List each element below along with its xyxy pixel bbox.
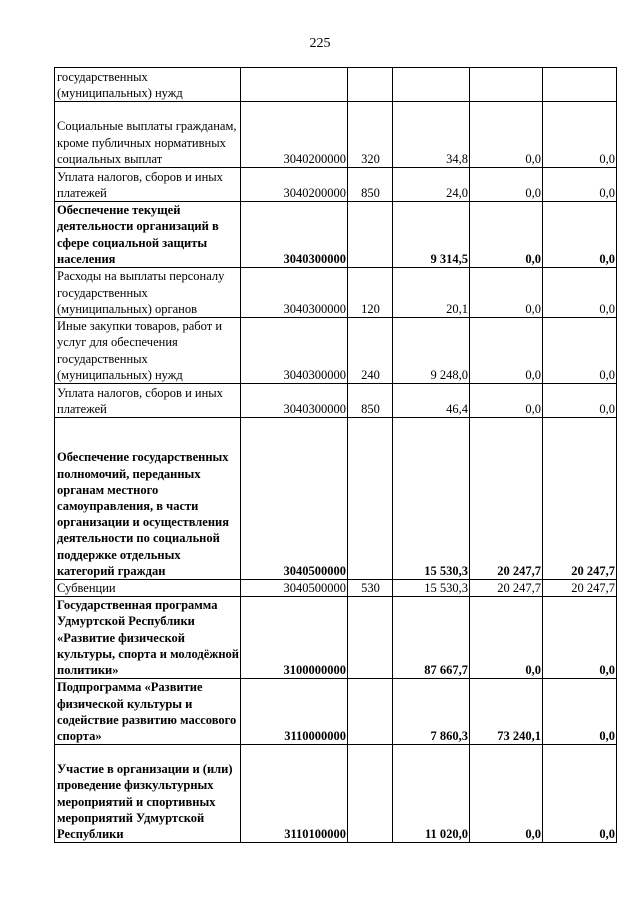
row-target-code: 3040200000 <box>241 102 348 168</box>
row-amount-year-1: 87 667,7 <box>393 597 470 679</box>
row-name: Государственная программа Удмуртской Республики «Развитие физической культуры, спорта и молодёжной политики» <box>55 597 241 679</box>
row-amount-year-2: 20 247,7 <box>470 418 543 580</box>
table-row <box>55 68 617 102</box>
row-amount-year-3: 0,0 <box>543 268 617 318</box>
row-amount-year-2: 0,0 <box>470 102 543 168</box>
row-expense-type: 120 <box>348 268 393 318</box>
page-number: 225 <box>309 36 331 51</box>
row-target-code: 3040500000 <box>241 418 348 580</box>
row-expense-type: 320 <box>348 102 393 168</box>
row-target-code: 3040500000 <box>241 580 348 597</box>
table-row <box>55 202 617 268</box>
row-amount-year-3: 0,0 <box>543 168 617 202</box>
row-name: Иные закупки товаров, работ и услуг для обеспечения государственных (муниципальных) нужд <box>55 318 241 384</box>
row-amount-year-3: 20 247,7 <box>543 418 617 580</box>
row-amount-year-3: 0,0 <box>543 597 617 679</box>
row-amount-year-2 <box>470 68 543 102</box>
row-amount-year-2: 0,0 <box>470 202 543 268</box>
row-expense-type: 850 <box>348 168 393 202</box>
row-amount-year-3: 0,0 <box>543 745 617 843</box>
table-row <box>55 597 617 679</box>
row-target-code: 3040300000 <box>241 268 348 318</box>
table-row <box>55 268 617 318</box>
row-name: Расходы на выплаты персоналу государственных (муниципальных) органов <box>55 268 241 318</box>
row-amount-year-3: 0,0 <box>543 202 617 268</box>
row-amount-year-1: 46,4 <box>393 384 470 418</box>
row-amount-year-3: 0,0 <box>543 679 617 745</box>
row-target-code: 3040300000 <box>241 384 348 418</box>
row-target-code: 3110000000 <box>241 679 348 745</box>
row-amount-year-1: 20,1 <box>393 268 470 318</box>
table-row <box>55 318 617 384</box>
row-expense-type: 530 <box>348 580 393 597</box>
row-target-code: 3040300000 <box>241 202 348 268</box>
row-expense-type <box>348 597 393 679</box>
row-target-code: 3040300000 <box>241 318 348 384</box>
row-amount-year-2: 0,0 <box>470 597 543 679</box>
budget-table <box>54 67 617 843</box>
row-expense-type <box>348 202 393 268</box>
row-amount-year-2: 0,0 <box>470 318 543 384</box>
row-expense-type: 850 <box>348 384 393 418</box>
row-amount-year-2: 0,0 <box>470 168 543 202</box>
row-amount-year-3: 0,0 <box>543 318 617 384</box>
row-amount-year-1: 11 020,0 <box>393 745 470 843</box>
row-expense-type <box>348 418 393 580</box>
row-amount-year-2: 73 240,1 <box>470 679 543 745</box>
row-name: Подпрограмма «Развитие физической культуры и содействие развитию массового спорта» <box>55 679 241 745</box>
row-target-code: 3110100000 <box>241 745 348 843</box>
row-name: Уплата налогов, сборов и иных платежей <box>55 384 241 418</box>
row-amount-year-1: 34,8 <box>393 102 470 168</box>
table-row <box>55 384 617 418</box>
row-amount-year-3 <box>543 68 617 102</box>
row-expense-type <box>348 68 393 102</box>
row-name: Обеспечение текущей деятельности организаций в сфере социальной защиты населения <box>55 202 241 268</box>
row-name: Участие в организации и (или) проведение физкультурных мероприятий и спортивных мероприятий Удмуртской Республики <box>55 745 241 843</box>
table-row <box>55 745 617 843</box>
row-name: Субвенции <box>55 580 241 597</box>
table-row <box>55 679 617 745</box>
row-amount-year-3: 0,0 <box>543 384 617 418</box>
row-amount-year-2: 20 247,7 <box>470 580 543 597</box>
row-target-code: 3040200000 <box>241 168 348 202</box>
row-amount-year-1: 7 860,3 <box>393 679 470 745</box>
row-name: Обеспечение государственных полномочий, переданных органам местного самоуправления, в части организации и осуществления деятельности по социальной поддержке отдельных категорий граждан <box>55 418 241 580</box>
row-amount-year-1: 15 530,3 <box>393 580 470 597</box>
table-row <box>55 418 617 580</box>
budget-table-body <box>55 68 617 843</box>
table-row <box>55 102 617 168</box>
row-target-code: 3100000000 <box>241 597 348 679</box>
row-expense-type <box>348 679 393 745</box>
row-amount-year-1: 9 314,5 <box>393 202 470 268</box>
row-amount-year-3: 0,0 <box>543 102 617 168</box>
row-name: Социальные выплаты гражданам, кроме публичных нормативных социальных выплат <box>55 102 241 168</box>
row-amount-year-1: 24,0 <box>393 168 470 202</box>
row-amount-year-2: 0,0 <box>470 268 543 318</box>
row-amount-year-1: 9 248,0 <box>393 318 470 384</box>
row-amount-year-1 <box>393 68 470 102</box>
table-row <box>55 580 617 597</box>
row-amount-year-1: 15 530,3 <box>393 418 470 580</box>
row-name: Уплата налогов, сборов и иных платежей <box>55 168 241 202</box>
row-amount-year-3: 20 247,7 <box>543 580 617 597</box>
table-row <box>55 168 617 202</box>
row-name: государственных (муниципальных) нужд <box>55 68 241 102</box>
row-amount-year-2: 0,0 <box>470 384 543 418</box>
row-expense-type <box>348 745 393 843</box>
row-expense-type: 240 <box>348 318 393 384</box>
row-amount-year-2: 0,0 <box>470 745 543 843</box>
row-target-code <box>241 68 348 102</box>
